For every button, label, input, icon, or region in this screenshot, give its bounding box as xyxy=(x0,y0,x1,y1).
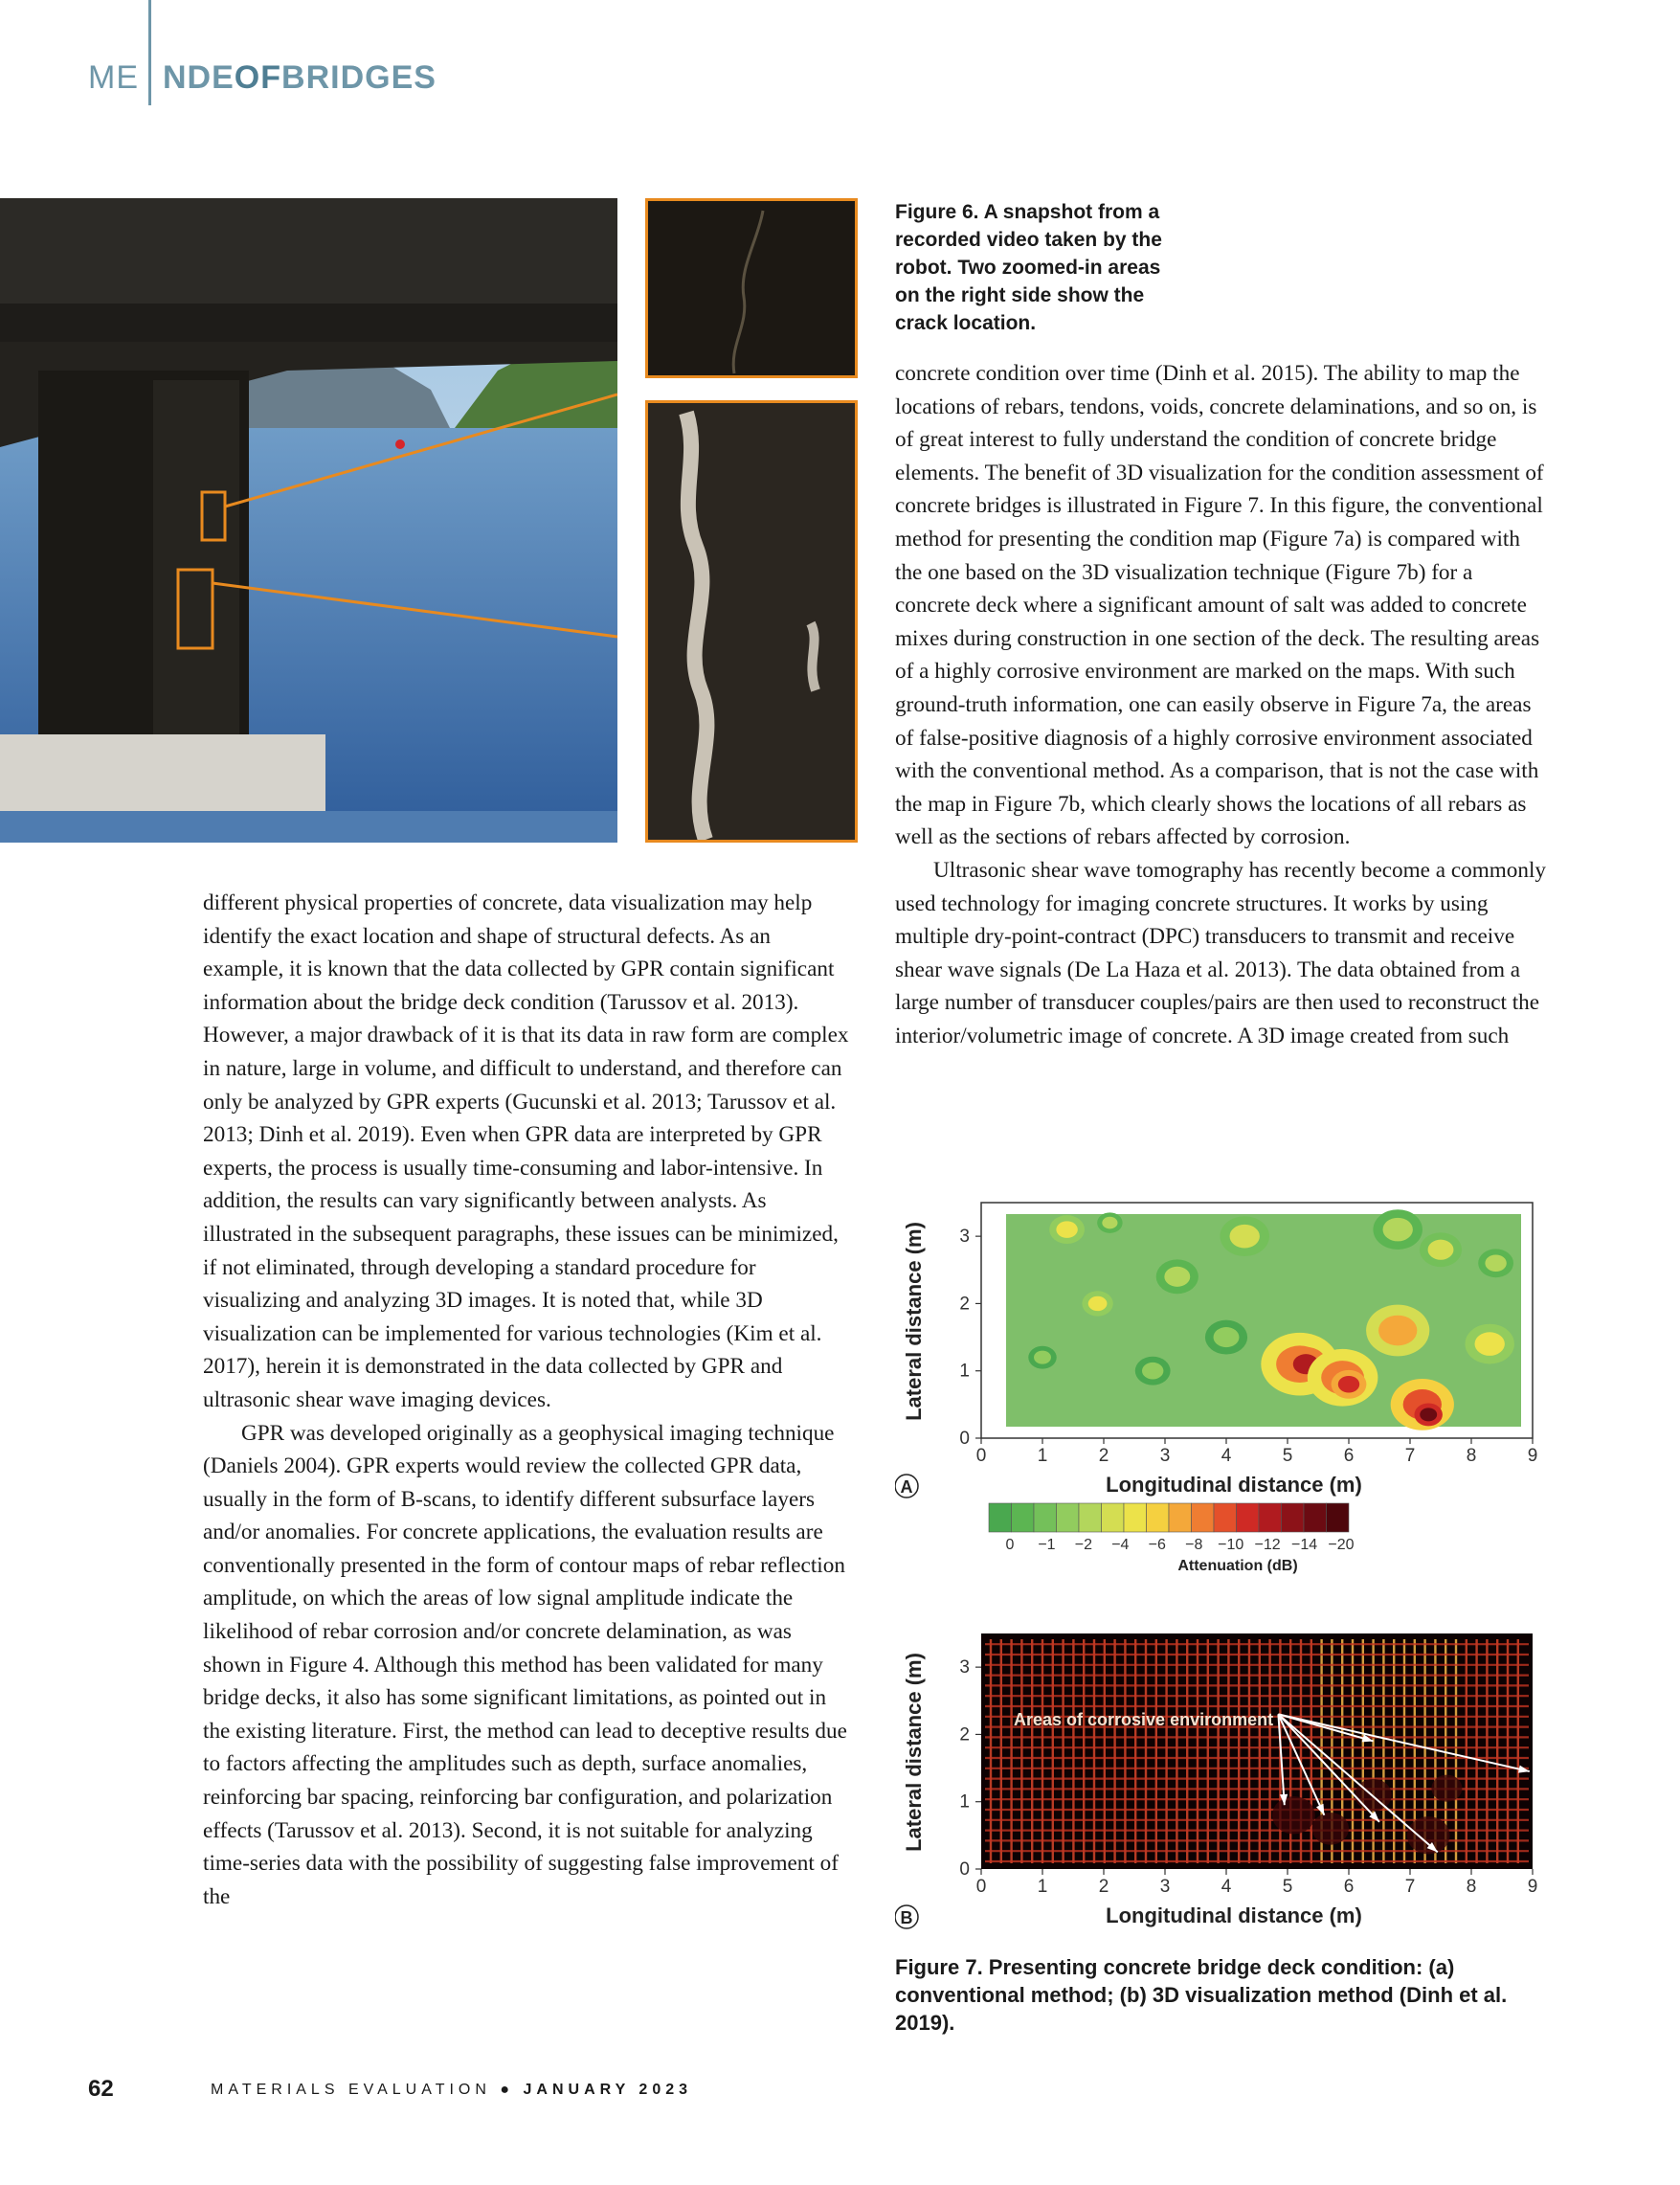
chart-a-x-tick-label: 3 xyxy=(1159,1446,1171,1466)
right-paragraph-1: concrete condition over time (Dinh et al. 2015). The ability to map the locations of rebars, tendons, voids, concrete delaminations, and so on, is of great interest to fully understand the condition of concrete bridge elements. The benefit of 3D visualization for the condition assessment of concrete bridges is illustrated in Figure 7. In this figure, the conventional method for presenting the condition map (Figure 7a) is compared with the one based on the 3D visualization technique (Figure 7b) for a concrete deck where a significant amount of salt was added to concrete mixes during construction in one section of the deck. The resulting areas of a highly corrosive environment are marked on the maps. With such ground-truth information, one can easily observe in Figure 7a, the areas of false-positive diagnosis of a highly corrosive environment associated with the conventional method. As a comparison, that is not the case with the map in Figure 7b, which clearly shows the locations of all rebars as well as the sections of rebars affected by corrosion. xyxy=(895,361,1544,850)
right-column xyxy=(895,357,1548,1052)
chart-b-corrosion-area xyxy=(1431,1775,1462,1802)
colorbar-title: Attenuation (dB) xyxy=(1177,1558,1298,1574)
colorbar-tick-label: −2 xyxy=(1074,1537,1093,1553)
colorbar-swatch xyxy=(989,1503,1012,1532)
chart-a-y-tick-label: 1 xyxy=(959,1361,970,1382)
chart-a-xlabel: Longitudinal distance (m) xyxy=(1106,1473,1362,1497)
chart-a-x-tick-label: 5 xyxy=(1282,1446,1293,1466)
chart-a-y-ticks xyxy=(959,1227,981,1449)
colorbar-swatch xyxy=(1192,1503,1215,1532)
figure6-caption: Figure 6. A snapshot from a recorded video taken by the robot. Two zoomed-in areas on the right side show the crack location. xyxy=(895,201,1162,334)
colorbar-swatch xyxy=(1034,1503,1057,1532)
chart-b-corrosion-area xyxy=(1312,1813,1349,1845)
footer-date: JANUARY 2023 xyxy=(523,2082,693,2098)
colorbar-swatch xyxy=(1327,1503,1350,1532)
chart-a-blob-core xyxy=(1214,1327,1240,1347)
footer-journal-name: MATERIALS EVALUATION xyxy=(211,2082,491,2098)
colorbar-tick-label: −1 xyxy=(1038,1537,1056,1553)
header-section: ME xyxy=(88,59,139,96)
chart-b-y-tick-label: 1 xyxy=(959,1791,970,1813)
left-paragraph-1: different physical properties of concrete, data visualization may help identify the exact location and shape of structural defects. As an example, it is known that the data collected by GPR contain significant information about the bridge deck condition (Tarussov et al. 2013). However, a major drawback of it is that its data in raw form are complex in nature, large in volume, and difficult to understand, and therefore can only be analyzed by GPR experts (Gucunski et al. 2013; Tarussov et al. 2013; Dinh et al. 2019). Even when GPR data are interpreted by GPR experts, the process is usually time-consuming and labor-intensive. In addition, the results can vary significantly between analysts. As illustrated in the subsequent paragraphs, these issues can be minimized, if not eliminated, through developing a standard procedure for visualizing and analyzing 3D images. It is noted that, while 3D visualization can be implemented for various technologies (Kim et al. 2017), herein it is demonstrated in the data collected by GPR and ultrasonic shear wave imaging devices. xyxy=(203,890,849,1412)
chart-b-x-tick-label: 0 xyxy=(975,1877,987,1897)
colorbar-swatch xyxy=(1079,1503,1102,1532)
chart-a-blob-core xyxy=(1383,1218,1413,1242)
chart-a-blob-core xyxy=(1485,1254,1506,1272)
chart-b-y-tick-label: 0 xyxy=(959,1859,970,1880)
chart-a-ylabel: Lateral distance (m) xyxy=(902,1222,926,1421)
chart-b-y-tick-label: 3 xyxy=(959,1657,970,1678)
chart-a-x-tick-label: 9 xyxy=(1527,1446,1538,1466)
chart-b-x-tick-label: 7 xyxy=(1404,1877,1416,1897)
chart-a-blob-core xyxy=(1056,1221,1077,1238)
chart-a-blob-core xyxy=(1034,1351,1051,1364)
right-paragraph-2: Ultrasonic shear wave tomography has recently become a commonly used technology for imaging concrete structures. It works by using multiple dry-point-contract (DPC) transducers to transmit and receive shear wave signals (De La Haza et al. 2013). The data obtained from a large number of transducer couples/pairs are then used to reconstruct the interior/volumetric image of concrete. A 3D image created from such xyxy=(895,857,1547,1048)
chart-a-blob-core xyxy=(1142,1363,1163,1380)
colorbar-swatch xyxy=(1282,1503,1305,1532)
chart-a-blob-core xyxy=(1378,1316,1417,1346)
figure6-zoom-top xyxy=(645,198,858,378)
chart-b-corrosion-area xyxy=(1355,1779,1391,1812)
colorbar-tick-label: −10 xyxy=(1218,1537,1244,1553)
colorbar-swatch xyxy=(1124,1503,1147,1532)
colorbar-swatch xyxy=(1237,1503,1260,1532)
header-rule xyxy=(148,0,151,105)
chart-b-x-tick-label: 2 xyxy=(1098,1877,1109,1897)
chart-b-corrosion-area xyxy=(1272,1796,1315,1834)
chart-b-y-tick-label: 2 xyxy=(959,1724,970,1746)
chart-b-ylabel: Lateral distance (m) xyxy=(902,1653,926,1852)
header-title-a: NDE xyxy=(163,59,235,96)
left-column xyxy=(203,887,850,1913)
page-number: 62 xyxy=(88,2076,114,2102)
figure6-zoom-bottom xyxy=(645,400,858,843)
footer-bullet: ● xyxy=(500,2082,515,2098)
chart-b-x-tick-label: 5 xyxy=(1282,1877,1293,1897)
colorbar-tick-label: −8 xyxy=(1185,1537,1203,1553)
chart-a-blob-core xyxy=(1338,1376,1359,1393)
header-title-b: OF xyxy=(234,59,282,96)
figure7b-chart xyxy=(895,1628,1565,1944)
chart-a-panel-label: A xyxy=(900,1477,913,1497)
colorbar-swatch xyxy=(1214,1503,1237,1532)
figure7-caption: Figure 7. Presenting concrete bridge deck condition: (a) conventional method; (b) 3D visualization method (Dinh et al. 2019). xyxy=(895,1955,1508,2035)
chart-b-x-ticks xyxy=(976,1869,1538,1897)
chart-a-blob-core xyxy=(1230,1225,1260,1249)
chart-b-x-tick-label: 6 xyxy=(1343,1877,1355,1897)
chart-a-colorbar xyxy=(989,1503,1355,1553)
chart-a-x-tick-label: 6 xyxy=(1343,1446,1355,1466)
chart-a-x-tick-label: 7 xyxy=(1404,1446,1416,1466)
chart-a-blob-core xyxy=(1164,1267,1190,1287)
colorbar-tick-label: 0 xyxy=(1005,1537,1015,1553)
chart-b-x-tick-label: 8 xyxy=(1466,1877,1477,1897)
chart-b-panel-label: B xyxy=(900,1908,913,1927)
chart-a-blob-core xyxy=(1102,1217,1117,1229)
chart-b-x-tick-label: 3 xyxy=(1159,1877,1171,1897)
header-title xyxy=(163,59,437,97)
colorbar-tick-label: −6 xyxy=(1148,1537,1166,1553)
chart-a-y-tick-label: 0 xyxy=(959,1429,970,1449)
chart-a-y-tick-label: 2 xyxy=(959,1294,970,1315)
colorbar-swatch xyxy=(1147,1503,1170,1532)
chart-a-x-tick-label: 2 xyxy=(1098,1446,1109,1466)
colorbar-swatch xyxy=(1169,1503,1192,1532)
chart-a-blob-core xyxy=(1475,1332,1505,1356)
left-paragraph-2: GPR was developed originally as a geophysical imaging technique (Daniels 2004). GPR experts would review the collected GPR data, usually in the form of B-scans, to identify different subsurface layers and/or anomalies. For concrete applications, the evaluation results are conventionally presented in the form of contour maps of rebar reflection amplitude, on which the areas of low signal amplitude indicate the likelihood of rebar corrosion and/or concrete delamination, as was shown in Figure 4. Although this method has been validated for many bridge decks, it also has some significant limitations, as pointed out in the existing literature. First, the method can lead to deceptive results due to factors affecting the amplitudes such as depth, surface anomalies, reinforcing bar spacing, reinforcing bar configuration, and polarization effects (Tarussov et al. 2013). Second, it is not suitable for analyzing time-series data with the possibility of suggesting false improvement of the xyxy=(203,1420,847,1909)
chart-a-y-tick-label: 3 xyxy=(959,1227,970,1248)
colorbar-swatch xyxy=(1012,1503,1035,1532)
chart-a-plot-area xyxy=(1006,1209,1521,1430)
chart-a-x-ticks xyxy=(976,1438,1538,1466)
chart-a-x-tick-label: 4 xyxy=(1221,1446,1232,1466)
colorbar-tick-label: −14 xyxy=(1290,1537,1318,1553)
chart-b-xlabel: Longitudinal distance (m) xyxy=(1106,1903,1362,1927)
colorbar-tick-label: −4 xyxy=(1111,1537,1130,1553)
colorbar-tick-label: −12 xyxy=(1254,1537,1281,1553)
chart-a-blob-core xyxy=(1420,1408,1437,1421)
colorbar-swatch xyxy=(1304,1503,1327,1532)
chart-b-y-ticks xyxy=(959,1657,981,1880)
chart-a-x-tick-label: 1 xyxy=(1037,1446,1048,1466)
chart-b-x-tick-label: 1 xyxy=(1037,1877,1048,1897)
chart-a-x-tick-label: 0 xyxy=(975,1446,987,1466)
chart-b-x-tick-label: 4 xyxy=(1221,1877,1232,1897)
chart-b-x-tick-label: 9 xyxy=(1527,1877,1538,1897)
chart-a-blob-core xyxy=(1428,1240,1454,1260)
figure7a-chart xyxy=(895,1197,1565,1599)
figure6-photo xyxy=(0,198,617,843)
colorbar-swatch xyxy=(1102,1503,1125,1532)
colorbar-swatch xyxy=(1259,1503,1282,1532)
colorbar-swatch xyxy=(1057,1503,1080,1532)
chart-a-x-tick-label: 8 xyxy=(1466,1446,1477,1466)
chart-b-annotation: Areas of corrosive environment xyxy=(1014,1710,1274,1729)
colorbar-tick-label: −20 xyxy=(1328,1537,1355,1553)
footer-journal xyxy=(211,2082,692,2099)
chart-a-blob-core xyxy=(1088,1296,1108,1311)
header-title-c: BRIDGES xyxy=(281,59,437,96)
